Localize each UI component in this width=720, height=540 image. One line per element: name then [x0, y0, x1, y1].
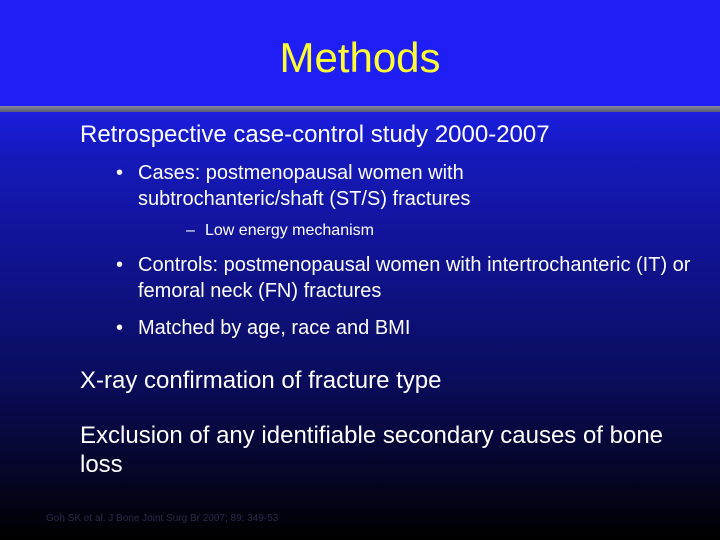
title-divider [0, 106, 720, 112]
bullet-icon: • [116, 162, 124, 184]
item-xray: X-ray confirmation of fracture type [80, 367, 442, 394]
item-exclusion: Exclusion of any identifiable secondary causes of bone loss [80, 422, 664, 478]
item-controls: Controls: postmenopausal women with intertrochanteric (IT) or femoral neck (FN) fractures [138, 254, 691, 302]
bullet-icon: • [116, 254, 124, 276]
item-cases: Cases: postmenopausal women with subtrochanteric/shaft (ST/S) fractures [138, 162, 471, 210]
item-study-design: Retrospective case-control study 2000-2007 [80, 121, 550, 148]
footer-citation: Goh SK et al. J Bone Joint Surg Br 2007; 89: 349-53 [46, 513, 279, 524]
slide-title: Methods [279, 34, 441, 81]
bullet-icon: • [116, 317, 124, 339]
item-matched: Matched by age, race and BMI [138, 317, 411, 339]
item-low-energy: Low energy mechanism [205, 222, 374, 239]
dash-icon: – [186, 222, 195, 239]
